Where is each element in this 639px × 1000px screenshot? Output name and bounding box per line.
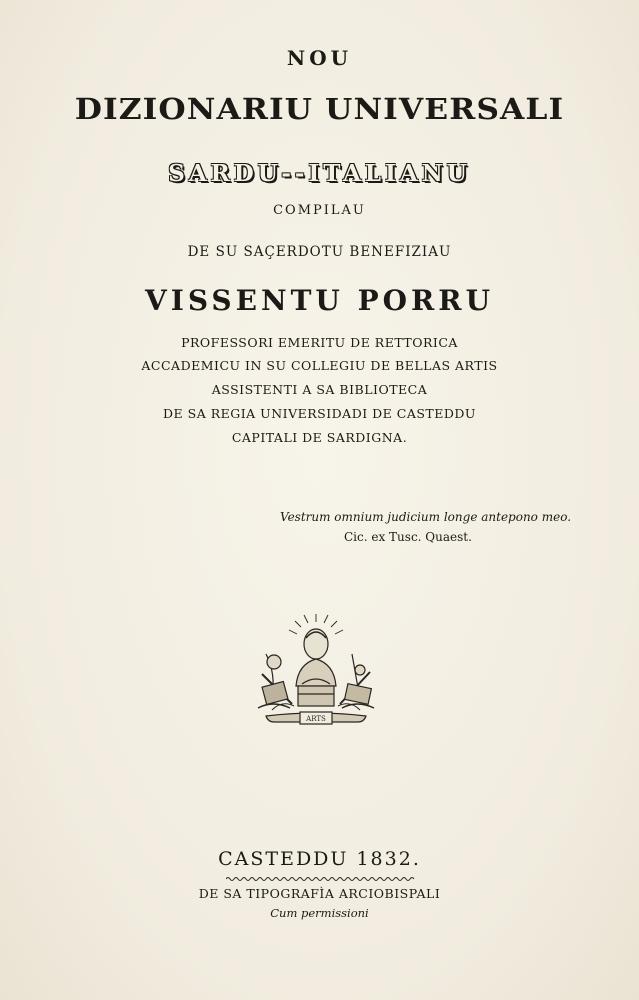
title-line-dizionariu: DIZIONARIU UNIVERSALI <box>74 92 565 126</box>
compilau-label: COMPILAU <box>273 203 366 218</box>
credential-line: PROFESSORI EMERITU DE RETTORICA <box>181 335 458 350</box>
emblem-label: ARTS <box>306 715 326 723</box>
epigraph-source: Cic. ex Tusc. Quaest. <box>344 530 472 544</box>
printer-emblem-icon <box>252 614 380 734</box>
imprint-city-year: CASTEDDU 1832. <box>218 848 421 870</box>
credential-line: ACCADEMICU IN SU COLLEGIU DE BELLAS ARTIS <box>141 358 498 373</box>
author-role: DE SU SAÇERDOTU BENEFIZIAU <box>187 244 452 260</box>
author-name: VISSENTU PORRU <box>145 284 494 317</box>
credential-line: DE SA REGIA UNIVERSIDADI DE CASTEDDU <box>163 406 476 421</box>
title-line-nou: NOU <box>286 46 353 70</box>
imprint-permission: Cum permissioni <box>270 906 369 920</box>
title-line-sardu-italianu: SARDU--ITALIANU <box>168 160 471 187</box>
wavy-rule <box>226 876 416 882</box>
credential-line: ASSISTENTI A SA BIBLIOTECA <box>211 382 428 397</box>
credential-line: CAPITALI DE SARDIGNA. <box>231 430 408 445</box>
epigraph-text: Vestrum omnium judicium longe antepono meo. <box>280 510 572 524</box>
imprint-printer: DE SA TIPOGRAFÌA ARCIOBISPALI <box>198 886 441 901</box>
